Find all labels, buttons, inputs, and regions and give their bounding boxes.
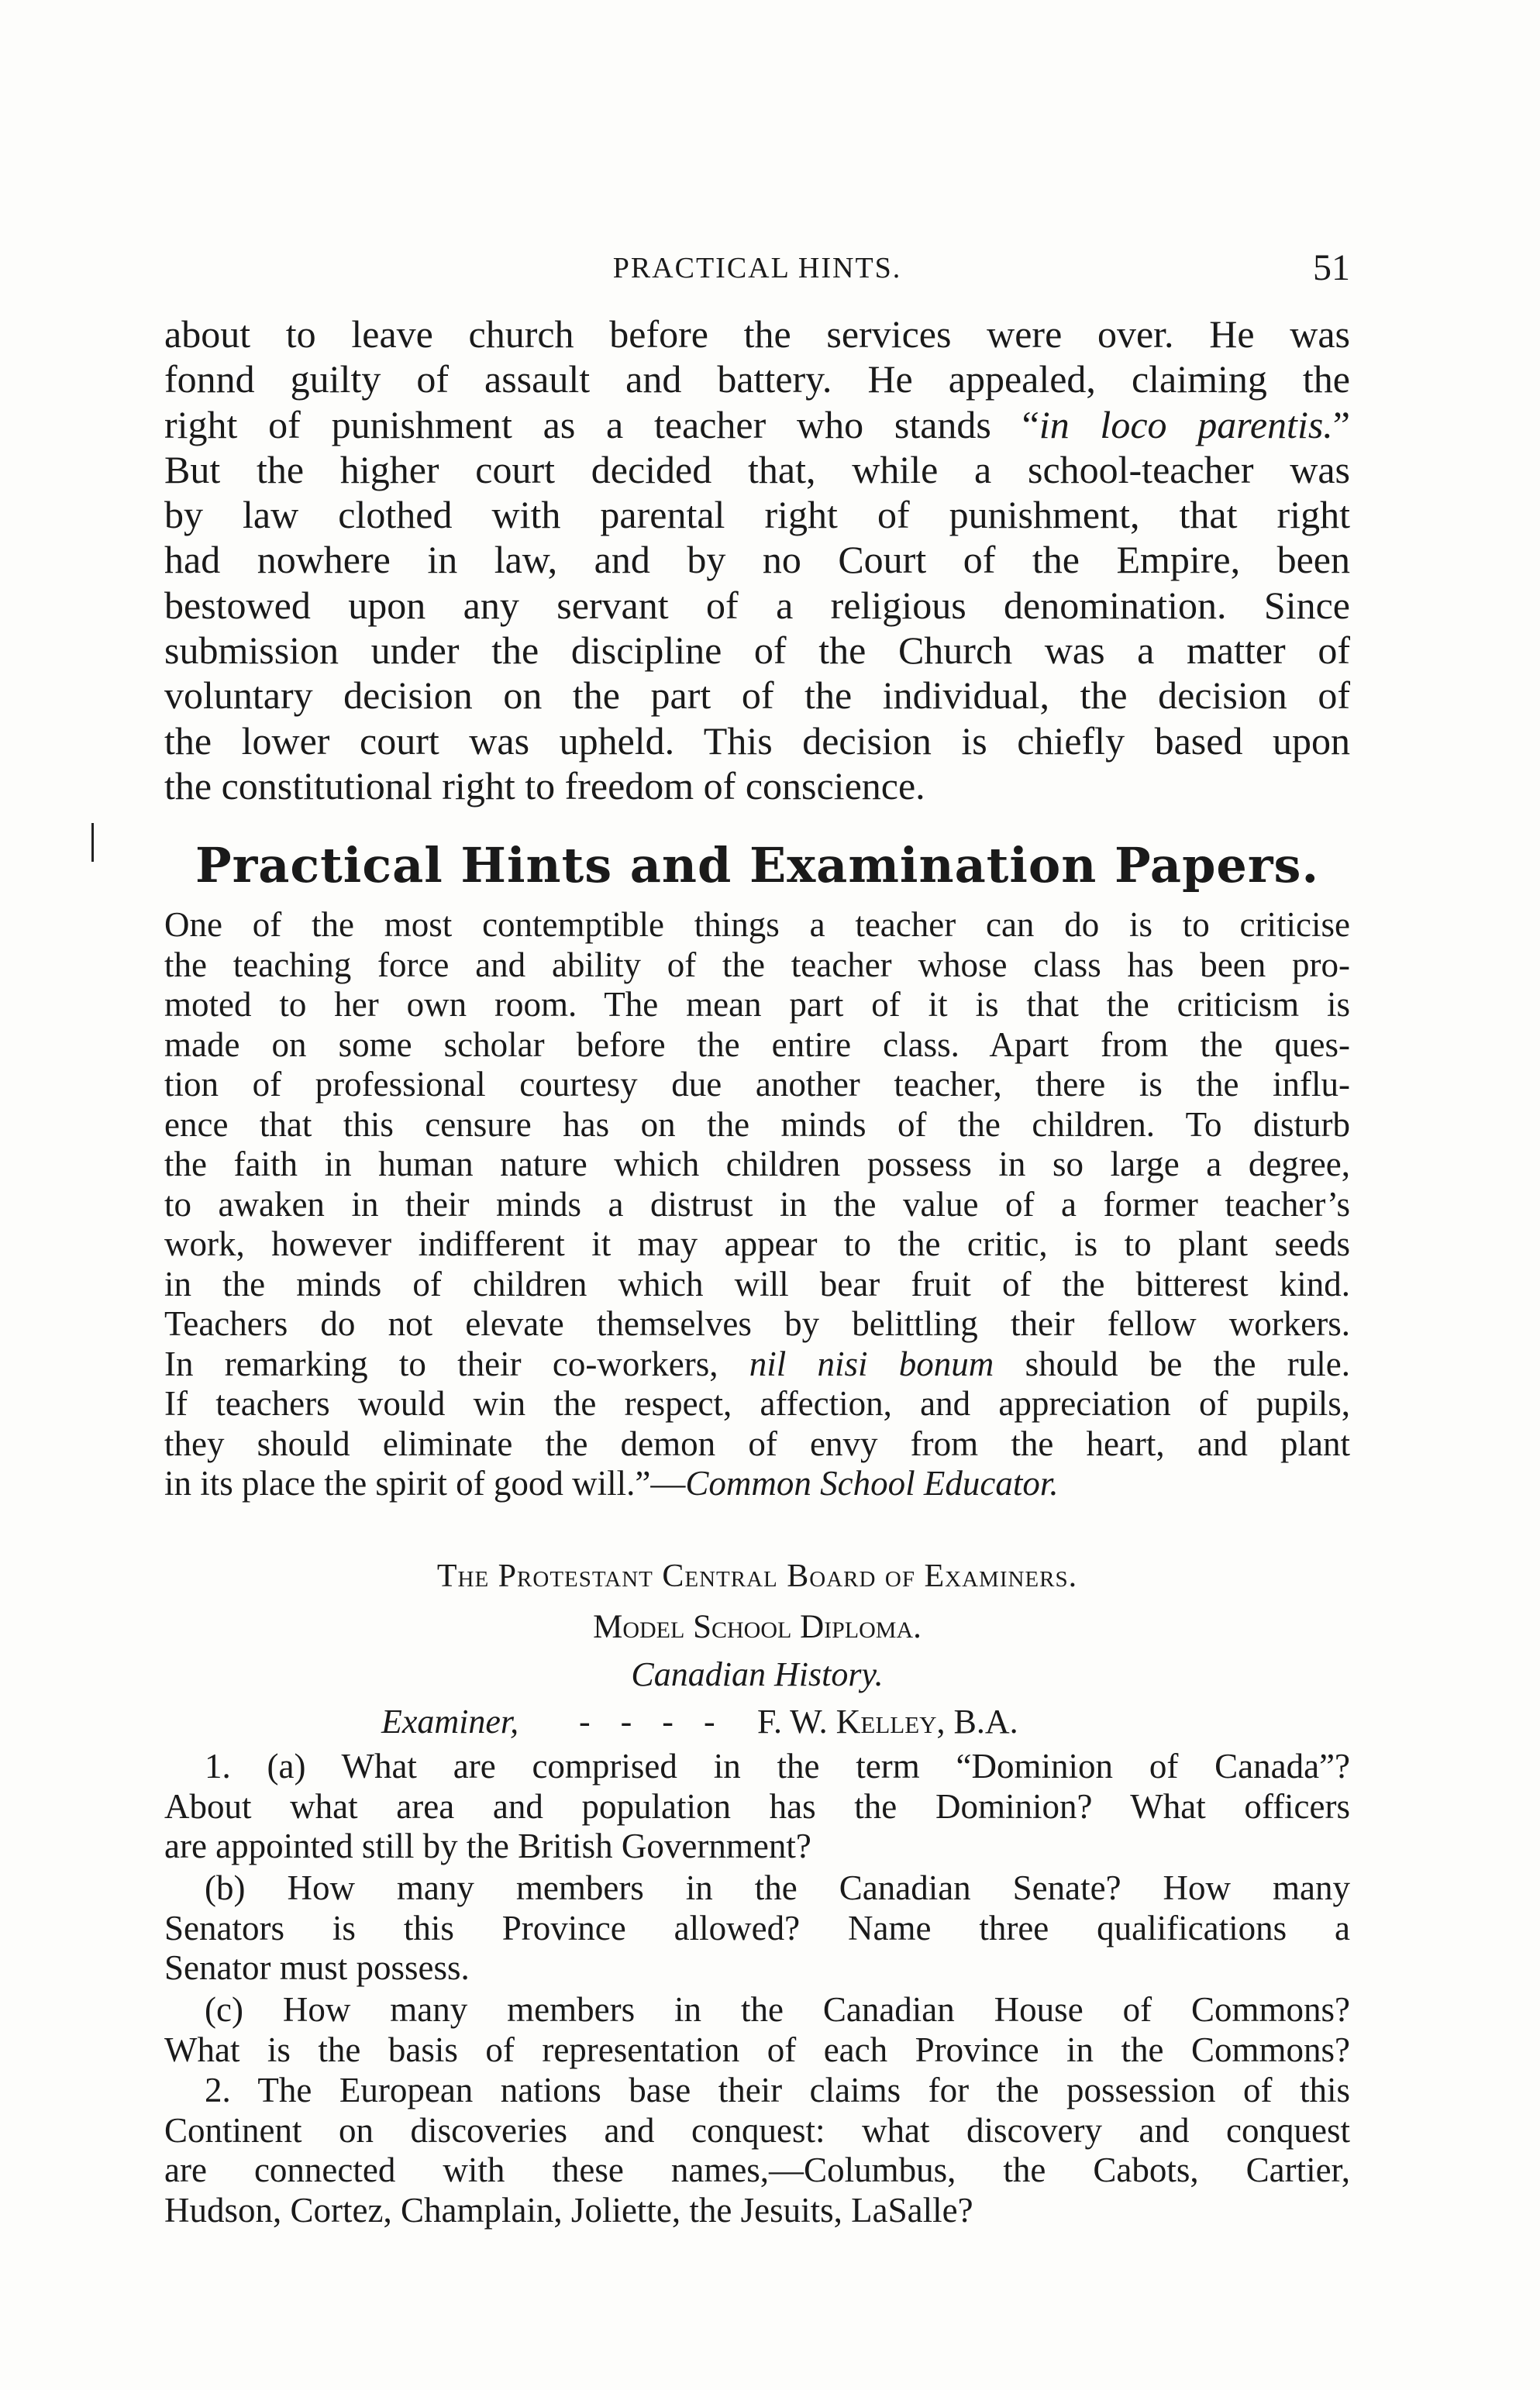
page-header	[164, 246, 1350, 293]
text-line	[164, 402, 1350, 447]
italic-phrase: nil nisi bonum	[749, 1344, 994, 1383]
text-line: (b) How many members in the Canadian Senate? How many	[205, 1868, 1350, 1907]
section-heading: Practical Hints and Examination Papers.	[195, 837, 1320, 894]
text-line: the lower court was upheld. This decision is chiefly based upon	[164, 718, 1350, 763]
text-line: Senator must possess.	[164, 1948, 470, 1987]
text-line: 1. (a) What are comprised in the term “Dominion of Canada”?	[205, 1747, 1350, 1786]
running-title: PRACTICAL HINTS.	[612, 252, 902, 284]
text-line: they should eliminate the demon of envy from the heart, and plant	[164, 1424, 1350, 1463]
text-line: had nowhere in law, and by no Court of the Empire, been	[164, 538, 1350, 582]
text-fragment: right of punishment as a teacher who stands “	[164, 402, 1039, 446]
text-line: What is the basis of representation of each Province in the Commons?	[164, 2030, 1350, 2069]
examiner-label: Examiner,	[381, 1703, 519, 1741]
examiner-dashes: - - - -	[579, 1703, 726, 1741]
text-line: Senators is this Province allowed? Name three qualifications a	[164, 1908, 1350, 1947]
text-line	[164, 1345, 1350, 1385]
text-line: If teachers would win the respect, affection, and appreciation of pupils,	[164, 1384, 1350, 1423]
text-line: the faith in human nature which children possess in so large a degree,	[164, 1145, 1350, 1183]
text-line: are appointed still by the British Government?	[164, 1827, 811, 1865]
source-citation: Common School Educator.	[685, 1464, 1059, 1503]
question-2	[164, 2071, 1350, 2230]
text-line: in the minds of children which will bear fruit of the bitterest kind.	[164, 1264, 1350, 1303]
text-line: Hudson, Cortez, Champlain, Joliette, the Jesuits, LaSalle?	[164, 2190, 973, 2230]
text-line: to awaken in their minds a distrust in the value of a former teacher’s	[164, 1184, 1350, 1224]
text-line: About what area and population has the Dominion? What officers	[164, 1786, 1350, 1826]
text-line: voluntary decision on the part of the individual, the decision of	[164, 673, 1350, 718]
question-1a	[164, 1747, 1350, 1867]
text-line: work, however indifferent it may appear to the critic, is to plant seeds	[164, 1224, 1350, 1263]
page-number: 51	[1313, 247, 1350, 288]
text-line: by law clothed with parental right of punishment, that right	[164, 493, 1350, 537]
text-line: tion of professional courtesy due another teacher, there is the influ-	[164, 1065, 1350, 1104]
text-line: made on some scholar before the entire class. Apart from the ques-	[164, 1025, 1350, 1064]
text-line: But the higher court decided that, while a school-teacher was	[164, 447, 1350, 491]
text-line	[164, 1464, 1350, 1504]
closing-quote: ”	[1332, 402, 1350, 446]
text-line: the teaching force and ability of the teacher whose class has been pro-	[164, 945, 1350, 984]
text-line: Teachers do not elevate themselves by belittling their fellow workers.	[164, 1304, 1350, 1343]
examiner-line	[164, 1702, 1350, 1742]
text-line: about to leave church before the services were over. He was	[164, 312, 1350, 356]
text-line: One of the most contemptible things a teacher can do is to criticise	[164, 905, 1350, 944]
hints-paragraph	[164, 905, 1350, 1504]
text-line: Continent on discoveries and conquest: what discovery and conquest	[164, 2110, 1350, 2150]
text-fragment: In remarking to their co-workers,	[164, 1344, 718, 1383]
text-line: are connected with these names,—Columbus, the Cabots, Cartier,	[164, 2151, 1350, 2189]
text-line: (c) How many members in the Canadian House of Commons?	[205, 1990, 1350, 2029]
text-line: ence that this censure has on the minds of the children. To disturb	[164, 1104, 1350, 1144]
examiner-name: F. W. Kelley, B.A.	[757, 1703, 1018, 1741]
text-line: the constitutional right to freedom of conscience.	[164, 763, 925, 808]
text-line: 2. The European nations base their claims for the possession of this	[205, 2071, 1350, 2109]
question-1c	[164, 1990, 1350, 2070]
margin-mark	[91, 823, 94, 862]
text-fragment: in its place the spirit of good will.”—	[164, 1464, 686, 1503]
text-line: moted to her own room. The mean part of it is that the criticism is	[164, 985, 1350, 1024]
subject-title: Canadian History.	[631, 1655, 884, 1693]
text-line: fonnd guilty of assault and battery. He appealed, claiming the	[164, 357, 1350, 401]
italic-phrase: in loco parentis.	[1039, 402, 1333, 446]
question-1b	[164, 1868, 1350, 1989]
examining-board: The Protestant Central Board of Examiners.	[436, 1558, 1078, 1594]
text-line: submission under the discipline of the Church was a matter of	[164, 628, 1350, 673]
text-fragment: should be the rule.	[1025, 1344, 1350, 1383]
intro-paragraph	[164, 312, 1350, 808]
text-line: bestowed upon any servant of a religious denomination. Since	[164, 583, 1350, 627]
diploma-title: Model School Diploma.	[593, 1609, 922, 1645]
